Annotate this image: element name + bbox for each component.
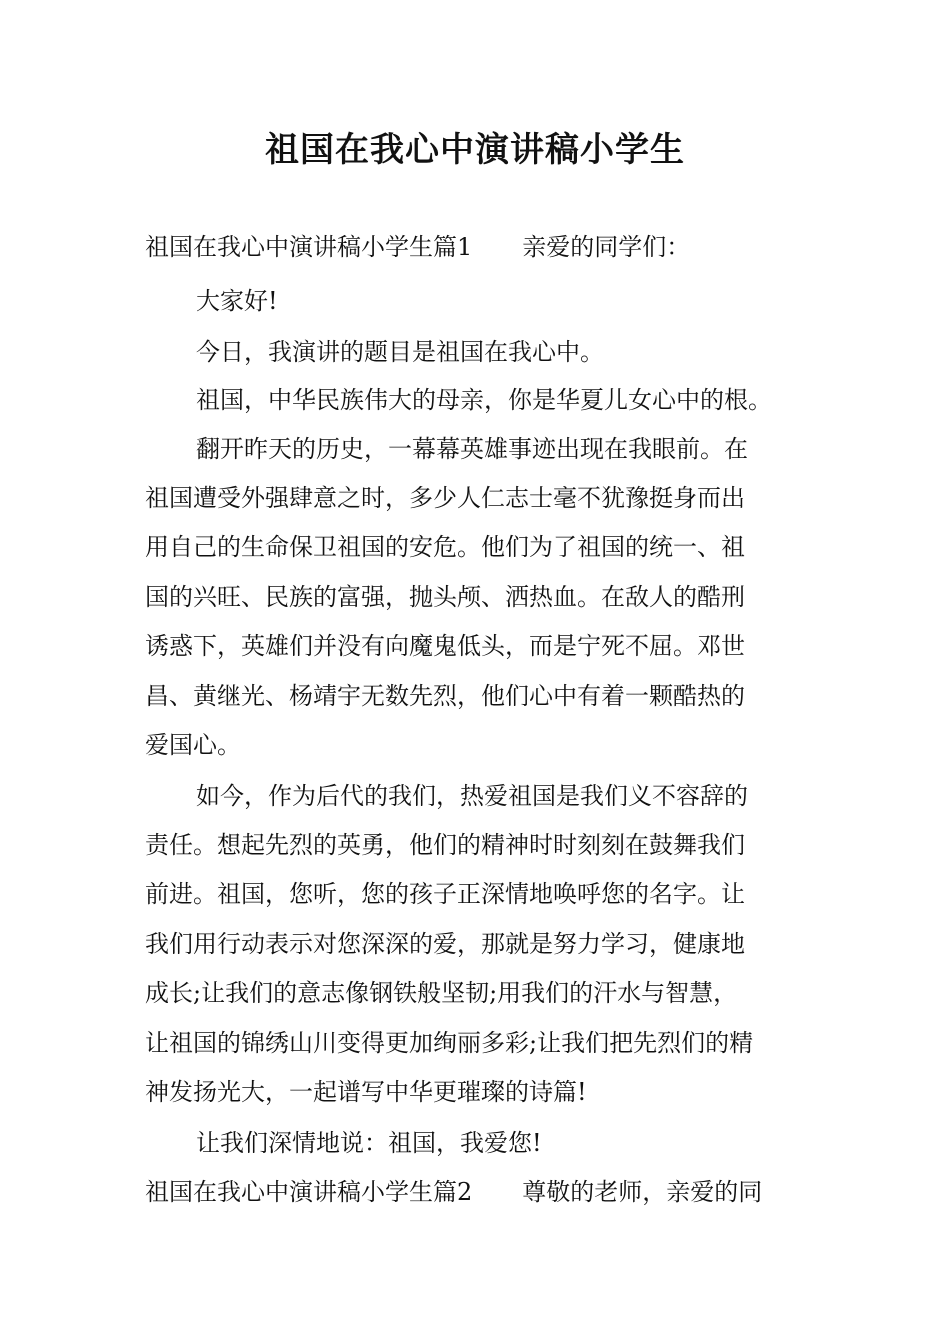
paragraph-today-line: 前进。祖国，您听，您的孩子正深情地唤呼您的名字。让 <box>145 880 745 908</box>
document-title: 祖国在我心中演讲稿小学生 <box>265 130 685 170</box>
paragraph-motherland: 祖国，中华民族伟大的母亲，你是华夏儿女心中的根。 <box>196 386 772 414</box>
section-2-greeting: 尊敬的老师，亲爱的同 <box>522 1178 763 1206</box>
paragraph-today-line: 责任。想起先烈的英勇，他们的精神时时刻刻在鼓舞我们 <box>145 831 745 859</box>
section-2-heading: 祖国在我心中演讲稿小学生篇2 <box>145 1178 473 1206</box>
section-2-heading-line <box>145 1175 810 1209</box>
section-1-heading: 祖国在我心中演讲稿小学生篇1 <box>145 233 473 261</box>
section-1-greeting: 亲爱的同学们： <box>522 233 691 261</box>
paragraph-today-line: 让祖国的锦绣山川变得更加绚丽多彩;让我们把先烈们的精 <box>145 1029 754 1057</box>
paragraph-today-line: 神发扬光大，一起谱写中华更璀璨的诗篇! <box>145 1078 587 1106</box>
paragraph-today-line: 如今，作为后代的我们，热爱祖国是我们义不容辞的 <box>196 782 748 810</box>
paragraph-history-line: 爱国心。 <box>145 731 241 759</box>
paragraph-topic: 今日，我演讲的题目是祖国在我心中。 <box>196 338 604 366</box>
paragraph-history-line: 诱惑下，英雄们并没有向魔鬼低头，而是宁死不屈。邓世 <box>145 632 745 660</box>
paragraph-hello: 大家好! <box>196 287 278 315</box>
paragraph-today-line: 成长;让我们的意志像钢铁般坚韧;用我们的汗水与智慧， <box>145 979 738 1007</box>
paragraph-history-line: 国的兴旺、民族的富强，抛头颅、洒热血。在敌人的酷刑 <box>145 583 745 611</box>
paragraph-history-line: 翻开昨天的历史，一幕幕英雄事迹出现在我眼前。在 <box>196 435 748 463</box>
paragraph-closing: 让我们深情地说：祖国，我爱您! <box>196 1129 542 1157</box>
paragraph-history-line: 祖国遭受外强肆意之时，多少人仁志士毫不犹豫挺身而出 <box>145 484 745 512</box>
paragraph-history-line: 昌、黄继光、杨靖宇无数先烈，他们心中有着一颗酷热的 <box>145 682 745 710</box>
paragraph-today-line: 我们用行动表示对您深深的爱，那就是努力学习，健康地 <box>145 930 745 958</box>
section-1-heading-line <box>145 230 810 264</box>
paragraph-history-line: 用自己的生命保卫祖国的安危。他们为了祖国的统一、祖 <box>145 533 745 561</box>
